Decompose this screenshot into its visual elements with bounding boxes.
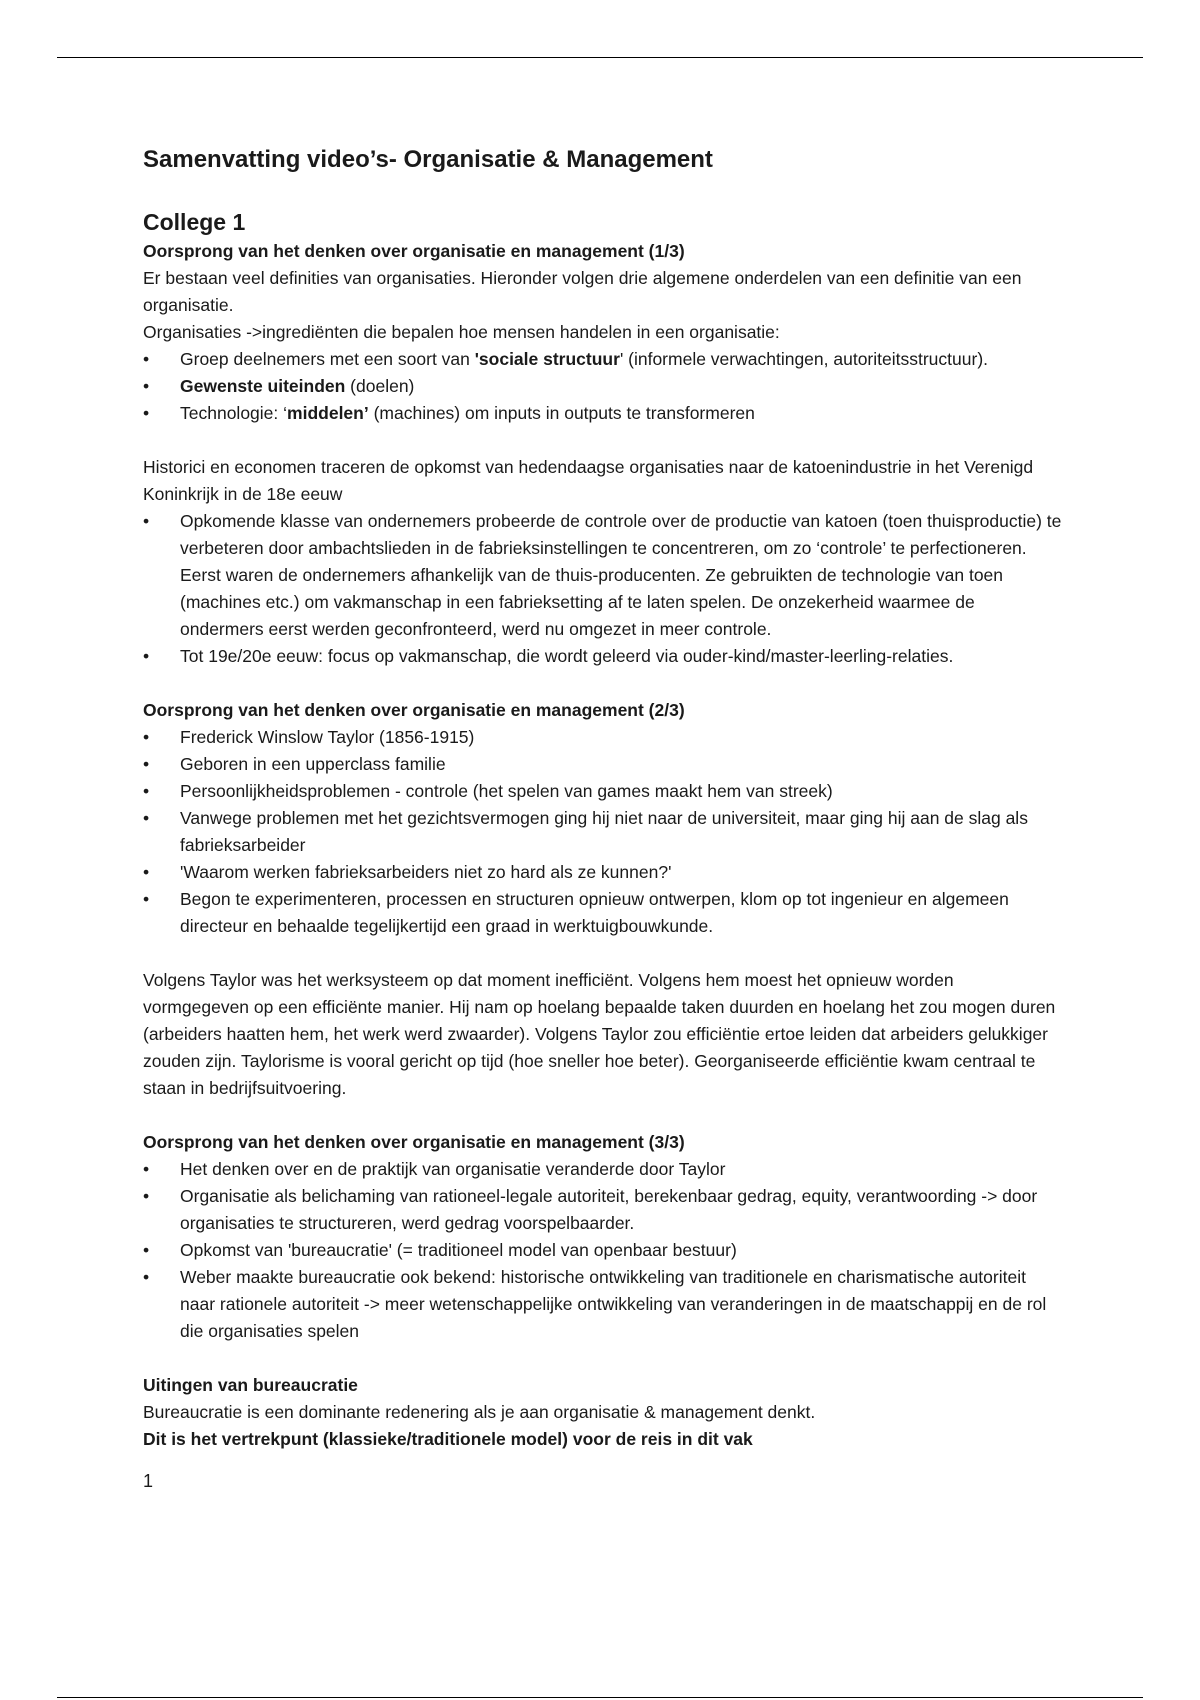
bullet-icon: • — [143, 754, 150, 774]
bullet-icon: • — [143, 808, 150, 828]
bullet-icon: • — [143, 376, 150, 396]
text: Geboren in een upperclass familie — [180, 754, 446, 774]
text: Opkomende klasse van ondernemers probeerde de controle over de productie van katoen (toen thuisproductie) te verbeteren door ambachtslieden in de fabrieksinstellingen te concentreren, om zo ‘controle’ te perfectioneren. Eerst waren de ondernemers afhankelijk van de thuis-producenten. Ze gebruikten de technologie van toen (machines etc.) om vakmanschap in een fabrieksetting af te laten spelen. De onzekerheid waarmee de ondermers eerst werden geconfronteerd, werd nu omgezet in meer controle. — [180, 511, 1062, 639]
section-3-list — [143, 1156, 1063, 1345]
text: Vanwege problemen met het gezichtsvermogen ging hij niet naar de universiteit, maar ging hij aan de slag als fabrieksarbeider — [180, 808, 1028, 855]
bullet-icon: • — [143, 349, 150, 369]
list-item — [143, 1183, 1063, 1237]
list-item — [143, 724, 1063, 751]
bullet-icon: • — [143, 646, 150, 666]
list-item — [143, 1264, 1063, 1345]
section-4-paragraph: Bureaucratie is een dominante redenering als je aan organisatie & management denkt. — [143, 1402, 816, 1422]
bullet-icon: • — [143, 781, 150, 801]
list-item — [143, 643, 1063, 670]
bold-text: middelen’ — [287, 403, 369, 423]
bullet-icon: • — [143, 511, 150, 531]
section-2-list — [143, 724, 1063, 940]
section-4-bold-statement: Dit is het vertrekpunt (klassieke/traditionele model) voor de reis in dit vak — [143, 1429, 753, 1449]
text: Organisatie als belichaming van rationeel-legale autoriteit, berekenbaar gedrag, equity, verantwoording -> door organisaties te structureren, werd gedrag voorspelbaarder. — [180, 1186, 1038, 1233]
text: Opkomst van 'bureaucratie' (= traditioneel model van openbaar bestuur) — [180, 1240, 737, 1260]
bold-text: 'sociale structuur — [474, 349, 620, 369]
bullet-icon: • — [143, 1186, 150, 1206]
section-1-paragraph-3: Historici en economen traceren de opkomst van hedendaagse organisaties naar de katoenindustrie in het Verenigd Koninkrijk in de 18e eeuw — [143, 457, 1034, 504]
footer-rule — [57, 1697, 1143, 1698]
bullet-icon: • — [143, 862, 150, 882]
section-3-heading: Oorsprong van het denken over organisatie en management (3/3) — [143, 1132, 685, 1152]
text: 'Waarom werken fabrieksarbeiders niet zo hard als ze kunnen?' — [180, 862, 672, 882]
list-item — [143, 778, 1063, 805]
document-body — [143, 142, 1063, 1492]
list-item — [143, 373, 1063, 400]
text: (doelen) — [345, 376, 415, 396]
text: Frederick Winslow Taylor (1856-1915) — [180, 727, 475, 747]
page-number: 1 — [143, 1471, 154, 1491]
text: Technologie: ‘ — [180, 403, 288, 423]
section-1-list-b — [143, 508, 1063, 670]
section-4-heading: Uitingen van bureaucratie — [143, 1375, 358, 1395]
list-item — [143, 886, 1063, 940]
bullet-icon: • — [143, 727, 150, 747]
list-item — [143, 751, 1063, 778]
text: Persoonlijkheidsproblemen - controle (het spelen van games maakt hem van streek) — [180, 781, 833, 801]
list-item — [143, 346, 1063, 373]
list-item — [143, 859, 1063, 886]
list-item — [143, 1156, 1063, 1183]
text: ' (informele verwachtingen, autoriteitsstructuur). — [619, 349, 989, 369]
bold-text: Gewenste uiteinden — [180, 376, 346, 396]
list-item — [143, 400, 1063, 427]
bullet-icon: • — [143, 1159, 150, 1179]
section-1-list-a — [143, 346, 1063, 427]
document-title: Samenvatting video’s- Organisatie & Management — [143, 146, 713, 173]
section-1-paragraph-2: Organisaties ->ingrediënten die bepalen hoe mensen handelen in een organisatie: — [143, 322, 780, 342]
header-rule — [57, 57, 1143, 58]
bullet-icon: • — [143, 889, 150, 909]
list-item — [143, 805, 1063, 859]
bullet-icon: • — [143, 403, 150, 423]
text: (machines) om inputs in outputs te transformeren — [368, 403, 755, 423]
section-2-heading: Oorsprong van het denken over organisatie en management (2/3) — [143, 700, 685, 720]
list-item — [143, 508, 1063, 643]
text: Groep deelnemers met een soort van — [180, 349, 475, 369]
text: Weber maakte bureaucratie ook bekend: historische ontwikkeling van traditionele en charismatische autoriteit naar rationele autoriteit -> meer wetenschappelijke ontwikkeling van veranderingen in de maatschappij en de rol die organisaties spelen — [180, 1267, 1047, 1341]
text: Tot 19e/20e eeuw: focus op vakmanschap, die wordt geleerd via ouder-kind/master-leerling-relaties. — [180, 646, 954, 666]
text: Het denken over en de praktijk van organisatie veranderde door Taylor — [180, 1159, 726, 1179]
bullet-icon: • — [143, 1240, 150, 1260]
section-1-paragraph-1: Er bestaan veel definities van organisaties. Hieronder volgen drie algemene onderdelen van een definitie van een organisatie. — [143, 268, 1022, 315]
bullet-icon: • — [143, 1267, 150, 1287]
section-1-heading: Oorsprong van het denken over organisatie en management (1/3) — [143, 241, 685, 261]
list-item — [143, 1237, 1063, 1264]
text: Begon te experimenteren, processen en structuren opnieuw ontwerpen, klom op tot ingenieur en algemeen directeur en behaalde tegelijkertijd een graad in werktuigbouwkunde. — [180, 889, 1009, 936]
section-2-paragraph: Volgens Taylor was het werksysteem op dat moment inefficiënt. Volgens hem moest het opnieuw worden vormgegeven op een efficiënte manier. Hij nam op hoelang bepaalde taken duurden en hoelang het zou mogen duren (arbeiders haatten hem, het werk werd zwaarder). Volgens Taylor zou efficiëntie ertoe leiden dat arbeiders gelukkiger zouden zijn. Taylorisme is vooral gericht op tijd (hoe sneller hoe beter). Georganiseerde efficiëntie kwam centraal te staan in bedrijfsuitvoering. — [143, 970, 1056, 1098]
college-heading: College 1 — [143, 209, 246, 235]
